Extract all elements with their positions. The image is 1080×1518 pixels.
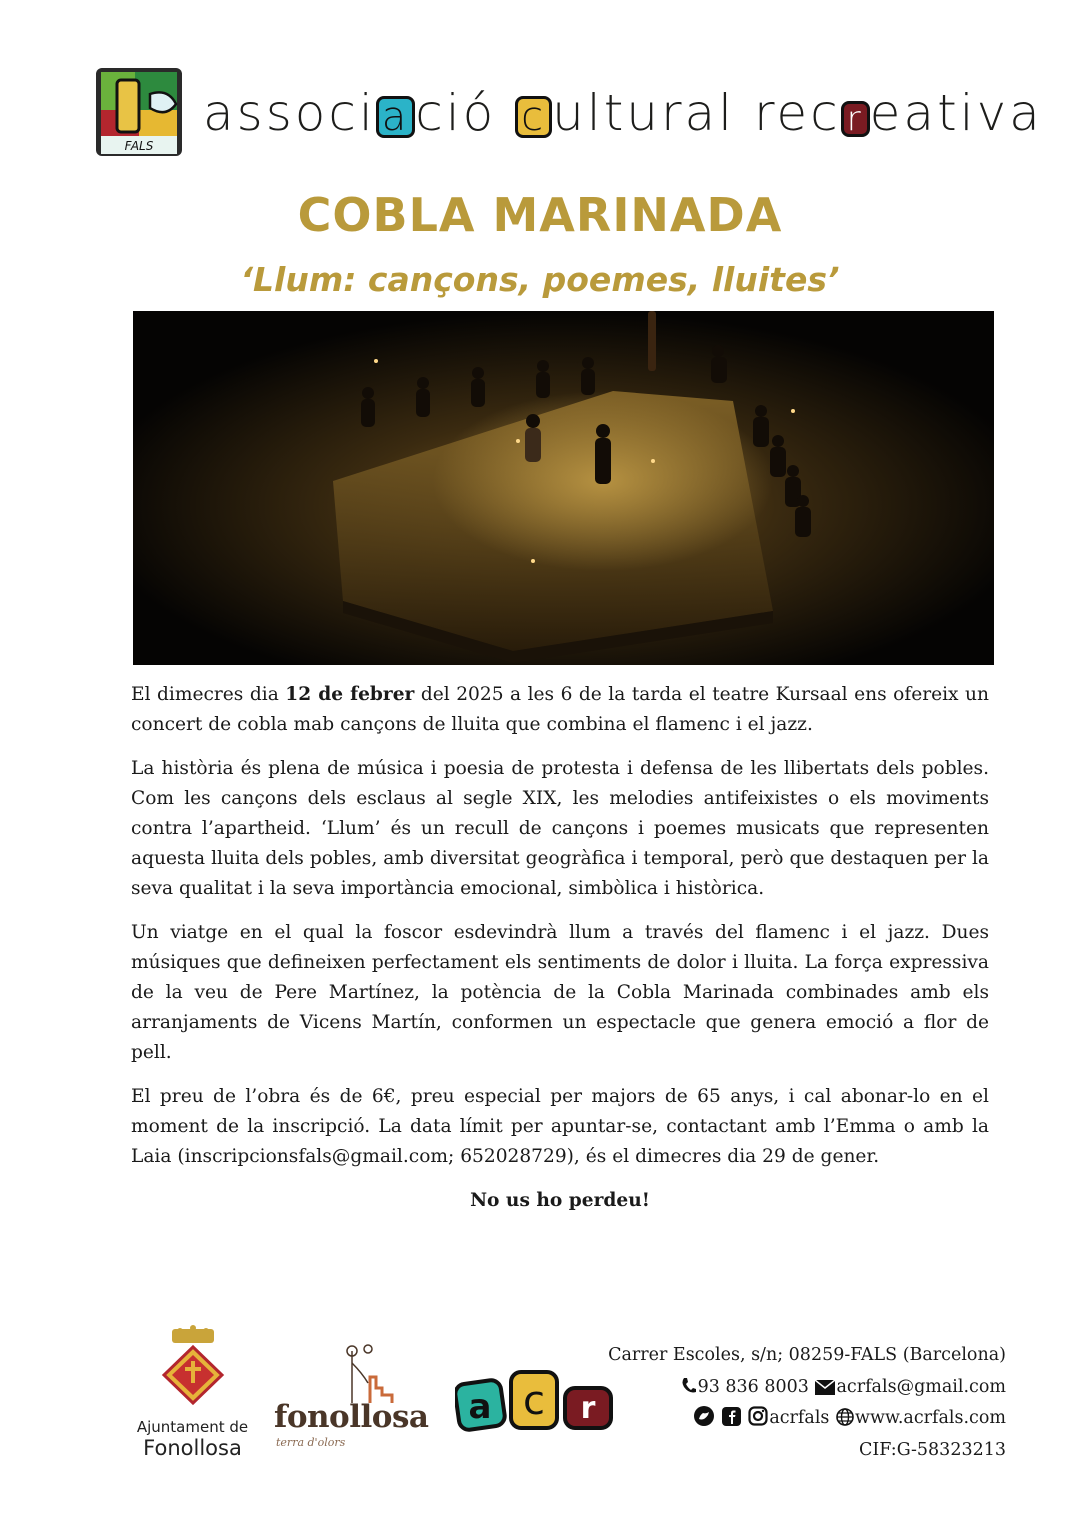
contact-info xyxy=(586,1340,1006,1466)
page-title: COBLA MARINADA xyxy=(297,188,783,242)
cif-line: CIF:G-58323213 xyxy=(858,1439,1006,1460)
organization-name: associ a ció c ultural rec r eativa xyxy=(203,84,1043,142)
closing-line: No us ho perdeu! xyxy=(470,1190,650,1211)
paragraph-price: El preu de l’obra és de 6€, preu especial per majors de 65 anys, i cal abonar-lo en el moment de la inscripció. La data límit per apuntar-se, contactant amb l’Emma o amb la Laia (inscripcionsfals@gmail.com; 652028729), és el dimecres dia 29 de gener. xyxy=(131,1086,989,1167)
address-line: Carrer Escoles, s/n; 08259-FALS (Barcelona) xyxy=(608,1345,1006,1365)
acr-fals-logo xyxy=(95,66,185,158)
instagram-icon[interactable] xyxy=(748,1406,768,1426)
paragraph-intro: El dimecres dia 12 de febrer del 2025 a les 6 de la tarda el teatre Kursaal ens ofereix un concert de cobla mab cançons de lluita que combina el flamenc i el jazz. xyxy=(131,684,989,735)
paragraph-journey: Un viatge en el qual la foscor esdevindrà llum a través del flamenc i el jazz. Dues músiques que defineixen perfectament els sentiments de dolor i lluita. La força expressiva de la veu de Pere Martínez, la potència de la Cobla Marinada combinades amb els arranjaments de Vicens Martín, conformen un espectacle que genera emoció a flor de pell. xyxy=(131,922,989,1063)
email-link[interactable]: acrfals@gmail.com xyxy=(836,1376,1006,1397)
fonollosa-tagline: terra d'olors xyxy=(276,1436,346,1449)
website-link[interactable]: www.acrfals.com xyxy=(854,1408,1006,1428)
event-date: 12 de febrer xyxy=(285,684,415,705)
twitter-icon[interactable] xyxy=(694,1406,714,1426)
page-subtitle: ‘Llum: cançons, poemes, lluites’ xyxy=(240,260,840,299)
social-row xyxy=(586,1403,1006,1435)
svg-text:a: a xyxy=(468,1387,492,1427)
mail-icon xyxy=(815,1380,835,1395)
concert-stage-photo xyxy=(133,311,994,665)
coat-of-arms-icon xyxy=(130,1325,255,1417)
phone-icon xyxy=(681,1377,697,1395)
contact-row xyxy=(586,1372,1006,1404)
article-body xyxy=(131,680,989,1230)
ajuntament-label: Ajuntament de xyxy=(136,1418,249,1436)
ajuntament-logo xyxy=(130,1325,255,1465)
logo-caption: FALS xyxy=(124,139,154,153)
paragraph-history: La història és plena de música i poesia de protesta i defensa de les llibertats dels pobles. Com les cançons dels esclaus al segle XIX, les melodies antifeixistes o els moviments contra l’apartheid. ‘Llum’ és un recull de cançons i poemes musicats que representen aquesta lluita dels pobles, amb diversitat geogràfica i temporal, però que destaquen per la seva qualitat i la seva importància emocional, simbòlica i històrica. xyxy=(131,758,989,899)
globe-icon xyxy=(836,1408,854,1426)
phone-number[interactable]: 93 836 8003 xyxy=(697,1376,809,1397)
fonollosa-name: fonollosa xyxy=(274,1399,429,1435)
social-handle[interactable]: acrfals xyxy=(769,1408,830,1428)
ajuntament-town: Fonollosa xyxy=(143,1436,242,1460)
svg-text:r: r xyxy=(580,1391,596,1426)
fonollosa-logo xyxy=(272,1343,432,1463)
facebook-icon[interactable] xyxy=(722,1407,741,1426)
svg-text:c: c xyxy=(523,1378,545,1424)
header xyxy=(95,66,1043,162)
footer-logos xyxy=(130,1325,630,1465)
